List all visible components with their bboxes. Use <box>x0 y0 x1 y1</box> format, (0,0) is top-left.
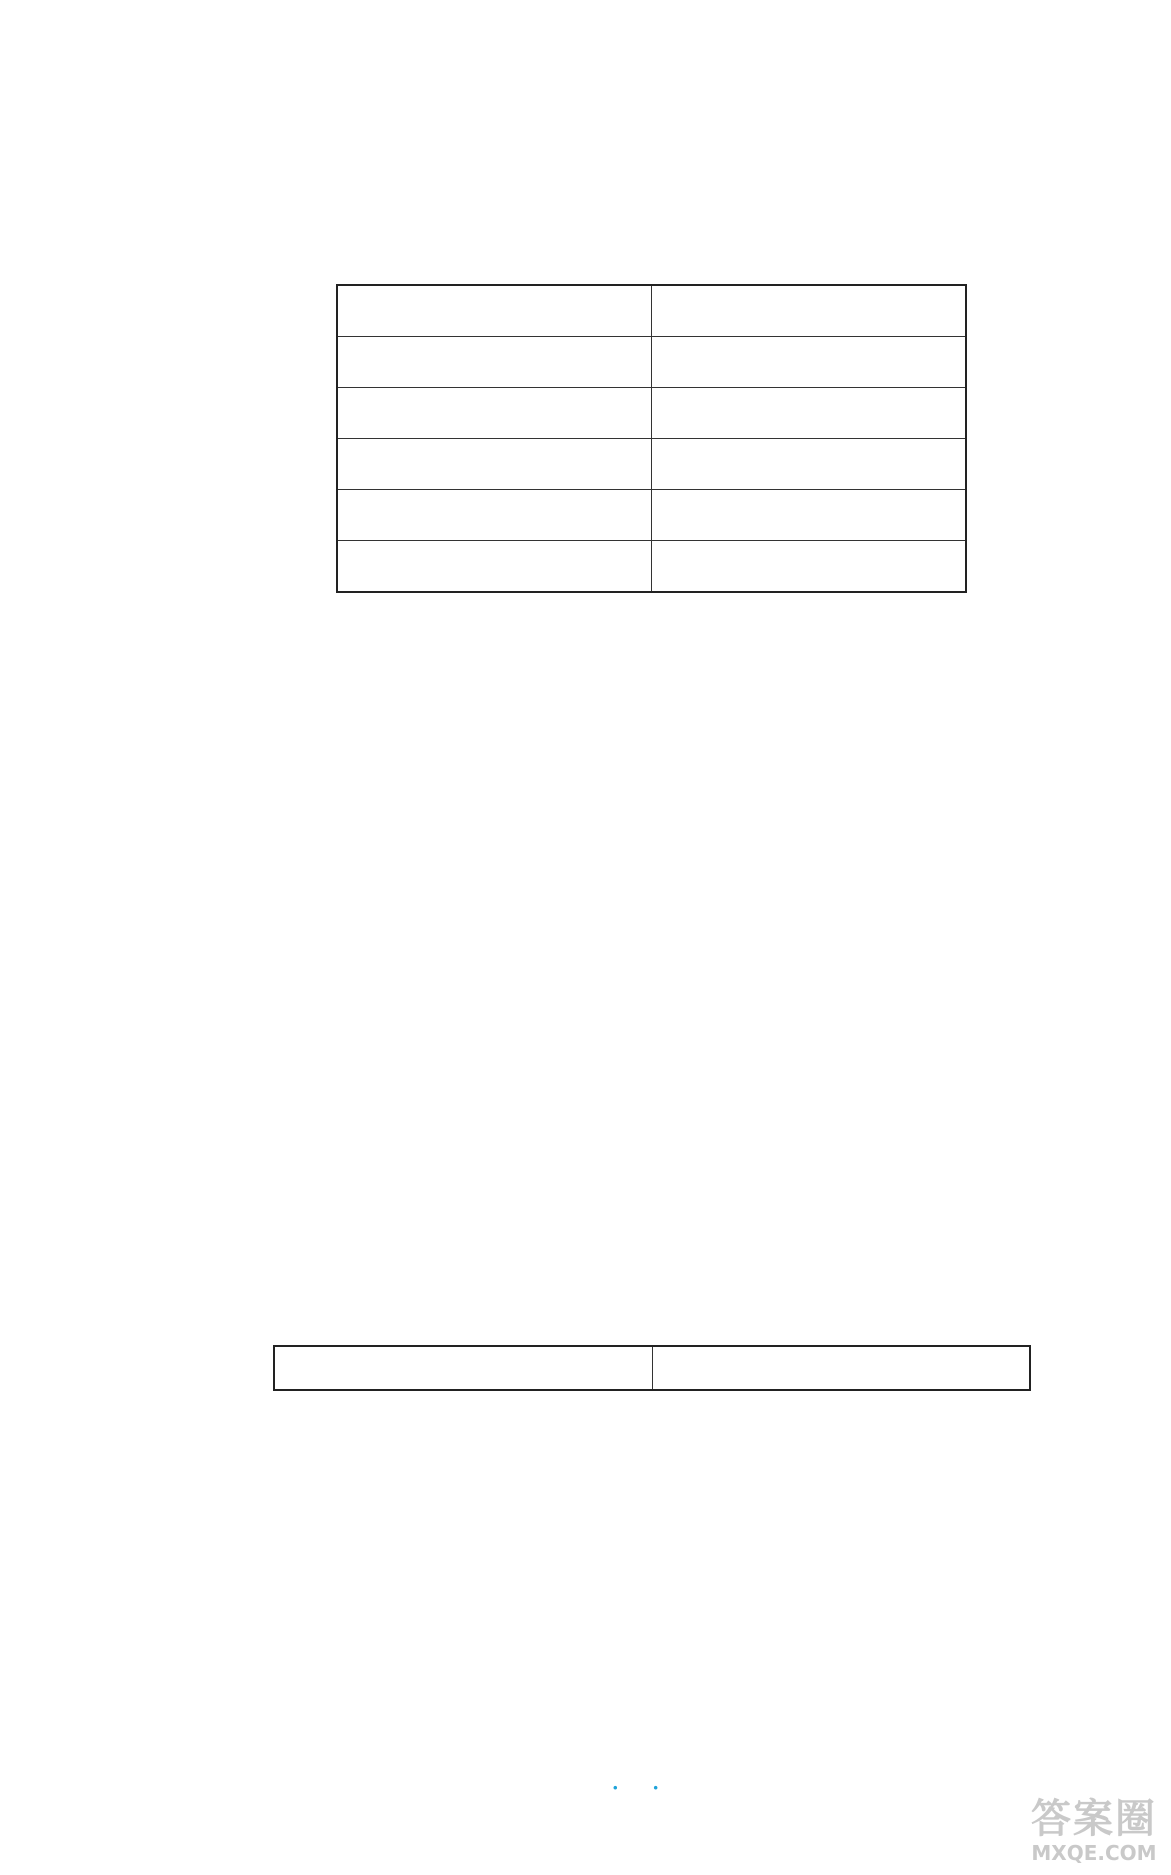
table-cell <box>337 490 652 541</box>
watermark-title: 答案圈 <box>1031 1796 1157 1842</box>
table-row <box>337 388 966 439</box>
table-cell <box>337 541 652 593</box>
table-header <box>337 285 652 337</box>
table-cell <box>652 439 967 490</box>
table-header <box>652 1346 1030 1390</box>
table-cell <box>652 490 967 541</box>
table-header <box>652 285 967 337</box>
table-cell <box>337 388 652 439</box>
table-header <box>274 1346 652 1390</box>
table-row <box>337 439 966 490</box>
answer-line-6 <box>140 196 152 224</box>
table-row <box>337 490 966 541</box>
table-row <box>337 337 966 388</box>
table-cell <box>652 337 967 388</box>
answer-line-4 <box>140 108 152 136</box>
watermark-url: MXQE.COM <box>1031 1841 1157 1865</box>
table-cell <box>337 439 652 490</box>
answer-line-3 <box>140 64 152 92</box>
page-number: · · <box>611 1775 660 1800</box>
table-header-row <box>337 285 966 337</box>
table-cell <box>652 388 967 439</box>
watermark <box>1031 1797 1157 1865</box>
table-row <box>337 541 966 593</box>
table-cell <box>652 541 967 593</box>
answer-line-3b <box>140 1730 152 1758</box>
answer-line-9 <box>140 600 152 628</box>
table-header-row <box>274 1346 1030 1390</box>
what-when-table <box>273 1345 1031 1391</box>
months-festivals-table <box>336 284 967 593</box>
answer-line-5 <box>140 152 152 180</box>
table-cell <box>337 337 652 388</box>
answer-line-7 <box>140 240 152 268</box>
